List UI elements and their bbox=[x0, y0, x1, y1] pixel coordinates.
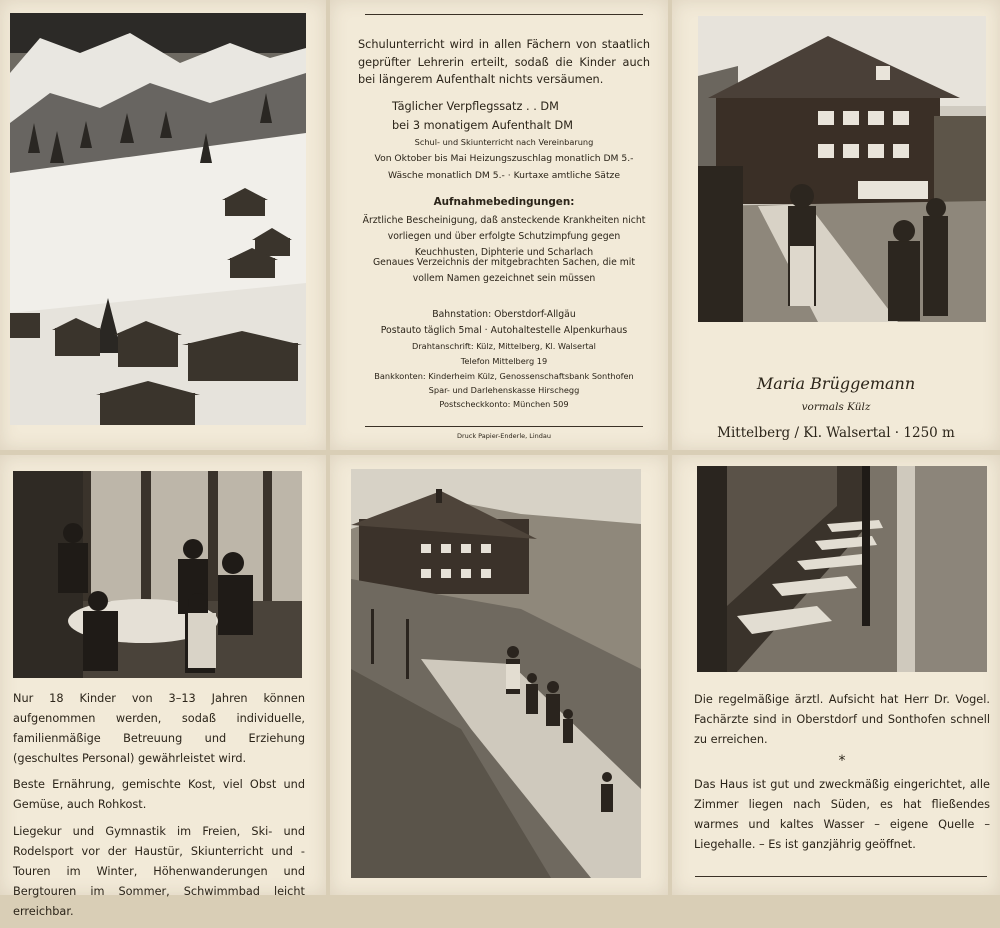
heating-text: Von Oktober bis Mai Heizungszuschlag monatlich DM 5.- bbox=[374, 153, 634, 164]
conditions-heading: Aufnahmebedingungen: bbox=[433, 196, 575, 208]
price-3months: bei 3 monatigem Aufenthalt DM bbox=[392, 119, 574, 132]
location-text: Mittelberg / Kl. Walsertal · 1250 m bbox=[717, 425, 955, 441]
hillside-path-photo bbox=[351, 469, 641, 878]
conditions-2: Genaues Verzeichnis der mitgebrachten Sachen, die mit vollem Namen gezeichnet sein müssen bbox=[372, 257, 636, 284]
house-children-photo bbox=[698, 16, 986, 322]
printer-text: Druck Papier-Enderle, Lindau bbox=[456, 432, 552, 440]
dining-room-photo bbox=[13, 471, 302, 678]
bank-1-text: Bankkonten: Kinderheim Külz, Genossenschaftsbank Sonthofen bbox=[374, 371, 634, 381]
activities-paragraph: Liegekur und Gymnastik im Freien, Ski- und Rodelsport vor der Haustür, Skiunterricht und -Touren im Winter, Höhenwanderungen und Bergtouren im Sommer, Schwimmbad leicht erreichbar. bbox=[13, 824, 305, 918]
medical-paragraph: Die regelmäßige ärztl. Aufsicht hat Herr Dr. Vogel. Fachärzte sind in Oberstdorf und Sonthofen schnell zu erreichen. bbox=[694, 693, 990, 747]
price-daily: Täglicher Verpflegssatz . . DM bbox=[392, 100, 559, 113]
telegram-text: Drahtanschrift: Külz, Mittelberg, Kl. Walsertal bbox=[412, 341, 596, 351]
separator-star: * bbox=[838, 753, 846, 769]
laundry-text: Wäsche monatlich DM 5.- · Kurtaxe amtliche Sätze bbox=[387, 170, 621, 181]
phone-text: Telefon Mittelberg 19 bbox=[460, 356, 548, 366]
bottom-rule bbox=[365, 426, 643, 427]
rest-hall-photo bbox=[697, 466, 987, 672]
postauto-text: Postauto täglich 5mal · Autohaltestelle Alpenkurhaus bbox=[380, 325, 628, 336]
food-paragraph: Beste Ernährung, gemischte Kost, viel Obst und Gemüse, auch Rohkost. bbox=[13, 778, 305, 812]
owner-name: Maria Brüggemann bbox=[756, 374, 916, 393]
station-text: Bahnstation: Oberstdorf-Allgäu bbox=[432, 309, 576, 320]
top-rule bbox=[365, 14, 643, 15]
bank-2-text: Spar- und Darlehenskasse Hirschegg bbox=[428, 385, 580, 395]
postcheck-text: Postscheckkonto: München 509 bbox=[439, 399, 569, 409]
formerly-text: vormals Külz bbox=[801, 401, 871, 413]
children-paragraph: Nur 18 Kinder von 3–13 Jahren können aufgenommen werden, sodaß individuelle, familienmäßige Betreuung und Erziehung (geschultes Personal) gewährleistet wird. bbox=[13, 692, 305, 766]
info-text-block bbox=[358, 36, 650, 89]
tuition-text: Schul- und Skiunterricht nach Vereinbarung bbox=[414, 137, 594, 147]
winter-village-photo bbox=[10, 13, 306, 425]
bottom-right-text bbox=[694, 690, 990, 756]
conditions-1: Ärztliche Bescheinigung, daß ansteckende Krankheiten nicht vorliegen und über erfolgte Schutzimpfung gegen Keuchhusten, Diphterie und Scharlach bbox=[362, 215, 646, 258]
bottom-left-text bbox=[13, 689, 305, 928]
school-text: Schulunterricht wird in allen Fächern von staatlich geprüfter Lehrerin erteilt, sodaß die Kinder auch bei längerem Aufenthalt nichts versäumen. bbox=[358, 38, 650, 86]
bottom-right-text-2 bbox=[694, 775, 990, 861]
house-paragraph: Das Haus ist gut und zweckmäßig eingerichtet, alle Zimmer liegen nach Süden, es hat fließendes warmes und kaltes Wasser – eigene Quelle – Liegehalle. – Es ist ganzjährig geöffnet. bbox=[694, 778, 990, 852]
bottom-right-rule bbox=[695, 876, 987, 877]
